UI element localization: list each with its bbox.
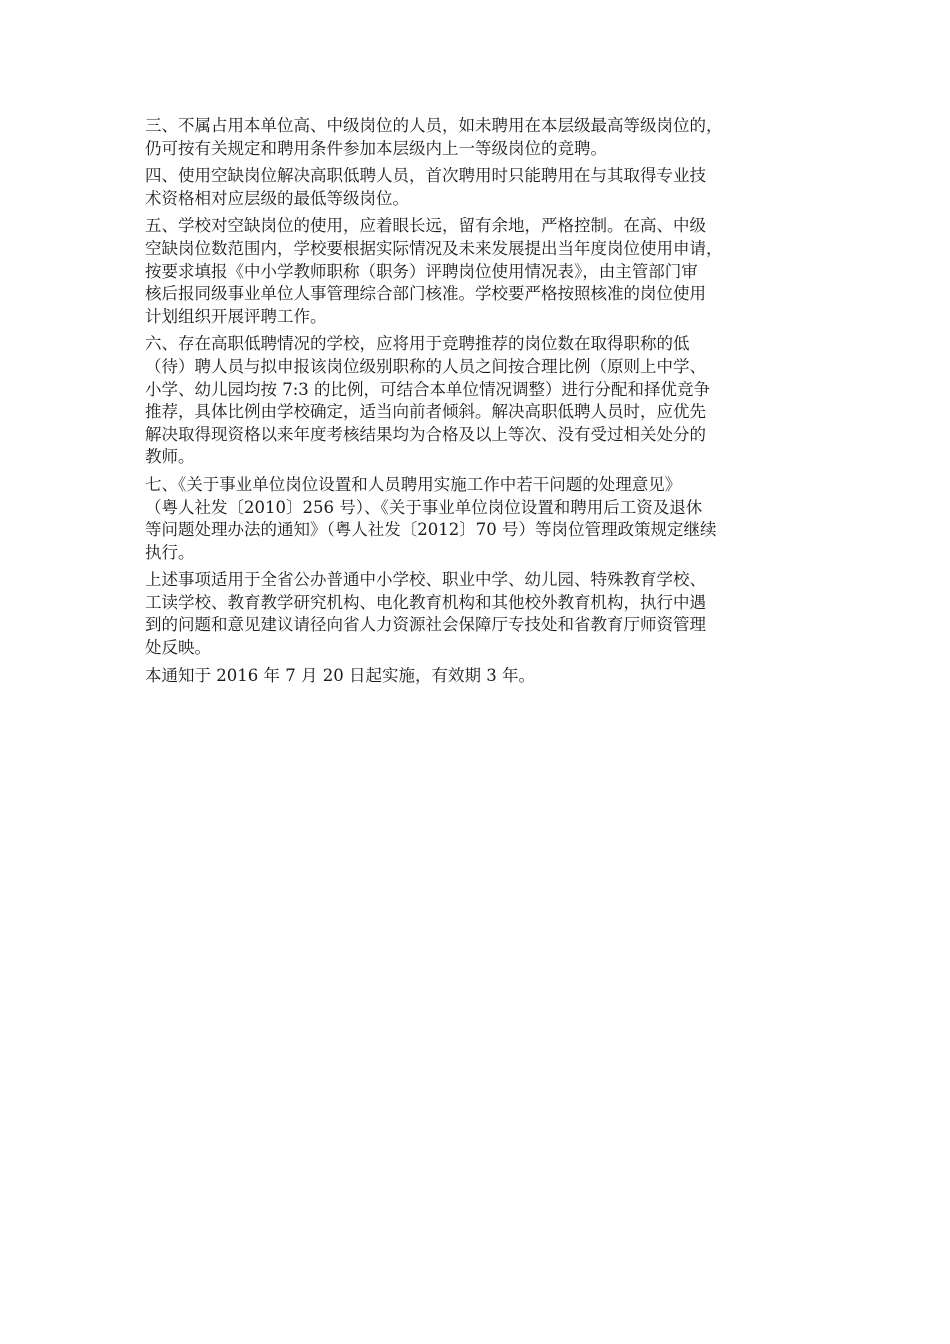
text-line: 空缺岗位数范围内，学校要根据实际情况及未来发展提出当年度岗位使用申请， — [145, 238, 723, 258]
text-line: 计划组织开展评聘工作。 — [145, 306, 327, 326]
text-line: （待）聘人员与拟申报该岗位级别职称的人员之间按合理比例（原则上中学、 — [145, 356, 706, 376]
text-line: 教师。 — [145, 447, 195, 467]
text-line: 工读学校、教育教学研究机构、电化教育机构和其他校外教育机构，执行中遇 — [145, 592, 706, 612]
document-body — [145, 115, 810, 692]
text-line: 五、学校对空缺岗位的使用，应着眼长远，留有余地，严格控制。在高、中级 — [145, 216, 706, 236]
text-line: 本通知于 2016 年 7 月 20 日起实施，有效期 3 年。 — [145, 665, 535, 685]
text-line: 执行。 — [145, 542, 195, 562]
text-line: 等问题处理办法的通知》（粤人社发〔2012〕70 号）等岗位管理政策规定继续 — [145, 520, 717, 540]
paragraph-five — [145, 215, 810, 328]
text-line: 三、不属占用本单位高、中级岗位的人员，如未聘用在本层级最高等级岗位的， — [145, 116, 723, 135]
text-line: 小学、幼儿园均按 7:3 的比例，可结合本单位情况调整）进行分配和择优竞争 — [145, 379, 711, 399]
text-line: 按要求填报《中小学教师职称（职务）评聘岗位使用情况表》，由主管部门审 — [145, 261, 698, 281]
text-line: 到的问题和意见建议请径向省人力资源社会保障厅专技处和省教育厅师资管理 — [145, 615, 706, 635]
paragraph-scope — [145, 569, 810, 659]
text-line: 解决取得现资格以来年度考核结果均为合格及以上等次、没有受过相关处分的 — [145, 424, 706, 444]
text-line: 推荐，具体比例由学校确定，适当向前者倾斜。解决高职低聘人员时，应优先 — [145, 402, 706, 422]
text-line: 术资格相对应层级的最低等级岗位。 — [145, 188, 409, 208]
text-line: 六、存在高职低聘情况的学校，应将用于竞聘推荐的岗位数在取得职称的低 — [145, 334, 690, 354]
paragraph-three — [145, 115, 810, 160]
text-line: 仍可按有关规定和聘用条件参加本层级内上一等级岗位的竞聘。 — [145, 138, 607, 158]
paragraph-effective-date — [145, 665, 810, 688]
text-line: 四、使用空缺岗位解决高职低聘人员，首次聘用时只能聘用在与其取得专业技 — [145, 166, 706, 186]
text-line: （粤人社发〔2010〕256 号）、《关于事业单位岗位设置和聘用后工资及退休 — [145, 497, 703, 517]
paragraph-four — [145, 165, 810, 210]
paragraph-six — [145, 333, 810, 469]
text-line: 核后报同级事业单位人事管理综合部门核准。学校要严格按照核准的岗位使用 — [145, 284, 706, 304]
text-line: 七、《关于事业单位岗位设置和人员聘用实施工作中若干问题的处理意见》 — [145, 474, 682, 494]
paragraph-seven — [145, 474, 810, 564]
text-line: 上述事项适用于全省公办普通中小学校、职业中学、幼儿园、特殊教育学校、 — [145, 570, 706, 590]
text-line: 处反映。 — [145, 638, 211, 658]
